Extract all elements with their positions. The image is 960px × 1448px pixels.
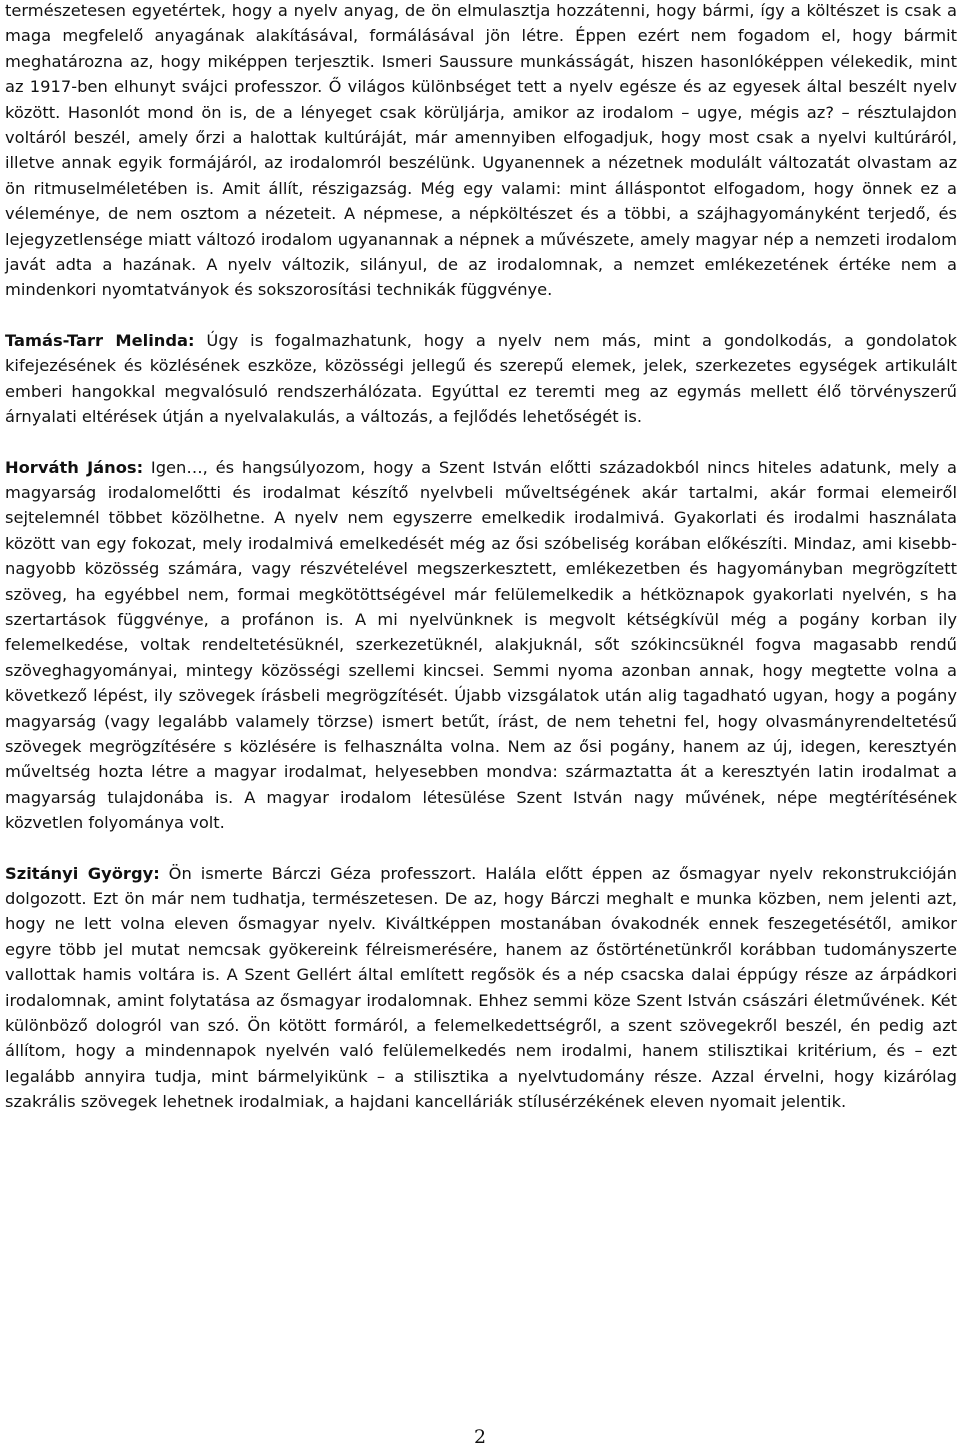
paragraph-gap xyxy=(5,836,957,861)
paragraph-continuation xyxy=(5,0,957,303)
speaker-name: Szitányi György: xyxy=(5,863,160,883)
paragraph-text: természetesen egyetértek, hogy a nyelv anyag, de ön elmulasztja hozzátenni, hogy bármi, így a költészet is csak a maga megfelelő anyagának alakításával, formálásával jön létre. Éppen ezért nem fogadom el, hogy bármit meghatározna az, hogy miképpen terjesztik. Ismeri Saussure munkásságát, hiszen hasonlóképpen vélekedik, mint az 1917-ben elhunyt svájci professzor. Ő világos különbséget tett a nyelv egésze és az egyesek által beszélt nyelv között. Hasonlót mond ön is, de a lényeget csak körüljárja, amikor az irodalom – ugye, mégis az? – résztulajdon voltáról beszél, amely őrzi a halottak kultúráját, már amennyiben elfogadjuk, hogy most csak a nyelvi kultúráról, illetve annak egyik formájáról, az irodalomról beszélünk. Ugyanennek a nézetnek modulált változatát olvastam az ön ritmuselméletében is. Amit állít, részigazság. Még egy valami: mint álláspontot elfogadom, hogy önnek ez a véleménye, de nem osztom a nézeteit. A népmese, a népköltészet és a többi, a szájhagyományként terjedő, és lejegyzetlensége miatt változó irodalom ugyanannak a népnek a művészete, amely magyar nép a nemzeti irodalom javát adta a hazának. A nyelv változik, silányul, de az irodalomnak, a nemzet emlékezetének értéke nem a mindenkori nyomtatványok és sokszorosítási technikák függvénye. xyxy=(5,1,957,300)
page-number: 2 xyxy=(473,1426,487,1448)
paragraph-horvath xyxy=(5,455,957,836)
paragraph-gap xyxy=(5,303,957,328)
paragraph-tamas-tarr xyxy=(5,328,957,430)
paragraph-szitanyi xyxy=(5,861,957,1115)
paragraph-gap xyxy=(5,430,957,455)
speaker-name: Horváth János: xyxy=(5,457,144,477)
paragraph-text: Igen…, és hangsúlyozom, hogy a Szent István előtti századokból nincs hiteles adatunk, mely a magyarság irodalomelőtti és irodalmat készítő nyelvbeli műveltségének akár tartalmi, akár formai elemeiről sejtelemnél többet közölhetne. A nyelv nem egyszerre emelkedik irodalmivá. Gyakorlati és irodalmi használata között van egy fokozat, mely irodalmivá emelkedését még az ősi szóbeliség korában előkészíti. Mindaz, ami kisebb-nagyobb közösség számára, vagy részvételével megszerkesztett, emlékezetben és hagyományban megrögzített szöveg, ha egyébbel nem, formai megkötöttségével már felülemelkedik a hétköznapok gyakorlati nyelvén, s ha szertartások függvénye, a profánon is. A mi nyelvünknek is megvolt kétségkívül még a pogány korban ily felemelkedése, voltak rendeltetésüknél, szerkezetüknél, alakjuknál, sőt szókincsüknél fogva magasabb rendű szöveghagyományai, mintegy közösségi szellemi kincsei. Semmi nyoma azonban annak, hogy megtette volna a következő lépést, ily szövegek írásbeli megrögzítését. Újabb vizsgálatok után alig tagadható ugyan, hogy a pogány magyarság (vagy legalább valamely törzse) ismert betűt, írást, de nem tehetni fel, hogy olvasmányrendeltetésű szövegek megrögzítésére s közlésére is felhasználta volna. Nem az ősi pogány, hanem az új, idegen, keresztyén műveltség hozta létre a magyar irodalmat, helyesebben mondva: származtatta át a keresztyén latin irodalmat a magyarság tulajdonába is. A magyar irodalom létesülése Szent István nagy művének, népe megtérítésének közvetlen folyománya volt. xyxy=(5,457,958,833)
document-page xyxy=(5,0,957,1115)
paragraph-text: Úgy is fogalmazhatunk, hogy a nyelv nem más, mint a gondolkodás, a gondolatok kifejezésének és közlésének eszköze, közösségi jellegű és szerepű elemek, jelek, szerkezetes egységek artikulált emberi hangokkal megvalósuló rendszerhálózata. Egyúttal ez teremti meg az egymás mellett élő törvényszerű árnyalati eltérések útján a nyelvalakulás, a változás, a fejlődés lehetőségét is. xyxy=(5,330,957,427)
speaker-name: Tamás-Tarr Melinda: xyxy=(5,330,195,350)
paragraph-text: Ön ismerte Bárczi Géza professzort. Halála előtt éppen az ősmagyar nyelv rekonstrukcióján dolgozott. Ezt ön már nem tudhatja, természetesen. De az, hogy Bárczi meghalt e munka közben, nem jelenti azt, hogy ne lett volna eleven ősmagyar nyelv. Kiváltképpen mostanában óvakodnék ennek feszegetésétől, amikor egyre több jel mutat nemcsak gyökereink félreismerésére, hanem az őstörténetünkről korábban tudományszerte vallottak hamis voltára is. A Szent Gellért által említett regősök és a nép csacska dalai éppúgy része az árpádkori irodalomnak, amint folytatása az ősmagyar irodalomnak. Ehhez semmi köze Szent István császári életművének. Két különböző dologról van szó. Ön kötött formáról, a felemelkedettségről, a szent szövegekről beszél, én pedig azt állítom, hogy a mindennapok nyelvén való felülemelkedés nem irodalmi, hanem stilisztikai kritérium, és – ezt legalább annyira tudja, mint bármelyikünk – a stilisztika a nyelvtudomány része. Azzal érvelni, hogy kizárólag szakrális szövegek lehetnek irodalmiak, a hajdani kancelláriák stílusérzékének eleven nyomait jelentik. xyxy=(5,863,958,1112)
